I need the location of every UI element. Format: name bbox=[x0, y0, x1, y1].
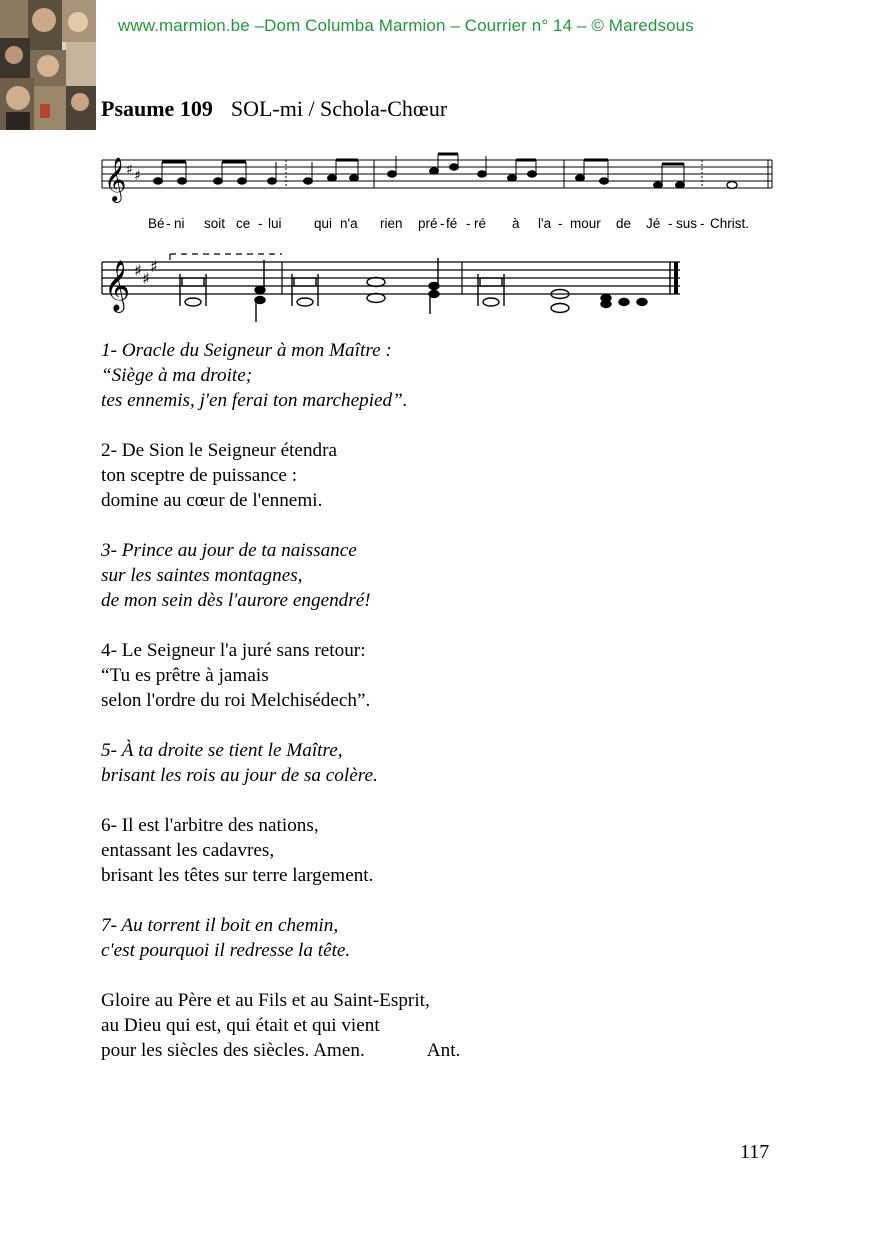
verse-line: 4- Le Seigneur l'a juré sans retour: bbox=[101, 640, 366, 661]
sharp-icon: ♯ bbox=[126, 162, 133, 178]
stanza-7 bbox=[101, 913, 801, 963]
verse-line: 3- Prince au jour de ta naissance bbox=[101, 540, 357, 561]
treble-clef-icon: 𝄞 bbox=[104, 157, 127, 201]
verse-line: sur les saintes montagnes, bbox=[101, 565, 303, 586]
portrait-collage-image bbox=[0, 0, 96, 130]
doxology bbox=[101, 988, 801, 1063]
stanza-5 bbox=[101, 738, 801, 788]
header-url-text: www.marmion.be –Dom Columba Marmion – Courrier n° 14 – © Maredsous bbox=[118, 16, 694, 35]
doxology-line-final bbox=[101, 1038, 801, 1063]
sharp-icon: ♯ bbox=[134, 168, 141, 184]
verse-line: entassant les cadavres, bbox=[101, 840, 275, 861]
verse-line: 7- Au torrent il boit en chemin, bbox=[101, 915, 339, 936]
verse-line: de mon sein dès l'aurore engendré! bbox=[101, 590, 371, 611]
stanza-1 bbox=[101, 338, 801, 413]
sharp-icon: ♯ bbox=[150, 257, 158, 276]
verse-line: 6- Il est l'arbitre des nations, bbox=[101, 815, 319, 836]
antiphon-marker: Ant. bbox=[426, 1040, 461, 1061]
stanza-2 bbox=[101, 438, 801, 513]
verse-line: “Siège à ma droite; bbox=[101, 365, 253, 386]
doxology-line: au Dieu qui est, qui était et qui vient bbox=[101, 1015, 380, 1036]
sharp-icon: ♯ bbox=[142, 269, 150, 288]
lyric-bé: Bé- ni soit ce - lui qui n'a rien pré - fé - ré à l'a - mour de Jé - sus - Christ. bbox=[148, 216, 750, 231]
treble-clef-icon: 𝄞 bbox=[104, 260, 131, 311]
verse-line: tes ennemis, j'en ferai ton marchepied”. bbox=[101, 390, 408, 411]
verse-line: ton sceptre de puissance : bbox=[101, 465, 298, 486]
antiphon-staff bbox=[100, 150, 780, 240]
page-number: 117 bbox=[740, 1141, 770, 1163]
psalm-tone: SOL-mi / Schola-Chœur bbox=[230, 96, 448, 121]
doxology-amen: pour les siècles des siècles. Amen. bbox=[101, 1040, 365, 1061]
verse-line: 2- De Sion le Seigneur étendra bbox=[101, 440, 338, 461]
stanza-3 bbox=[101, 538, 801, 613]
verse-line: selon l'ordre du roi Melchisédech”. bbox=[101, 690, 371, 711]
doxology-line: Gloire au Père et au Fils et au Saint-Esprit, bbox=[101, 990, 430, 1011]
verse-line: brisant les rois au jour de sa colère. bbox=[101, 765, 378, 786]
stanza-6 bbox=[101, 813, 801, 888]
psalm-tone-staff bbox=[100, 246, 690, 326]
psalm-number: Psaume 109 bbox=[101, 96, 213, 121]
sharp-icon: ♯ bbox=[134, 261, 142, 280]
psalm-title bbox=[101, 96, 447, 122]
verse-line: brisant les têtes sur terre largement. bbox=[101, 865, 374, 886]
verse-line: 1- Oracle du Seigneur à mon Maître : bbox=[101, 340, 392, 361]
verse-line: c'est pourquoi il redresse la tête. bbox=[101, 940, 351, 961]
verse-line: 5- À ta droite se tient le Maître, bbox=[101, 740, 343, 761]
verse-line: “Tu es prêtre à jamais bbox=[101, 665, 269, 686]
stanza-4 bbox=[101, 638, 801, 713]
psalm-verses bbox=[101, 338, 801, 1088]
verse-line: domine au cœur de l'ennemi. bbox=[101, 490, 323, 511]
